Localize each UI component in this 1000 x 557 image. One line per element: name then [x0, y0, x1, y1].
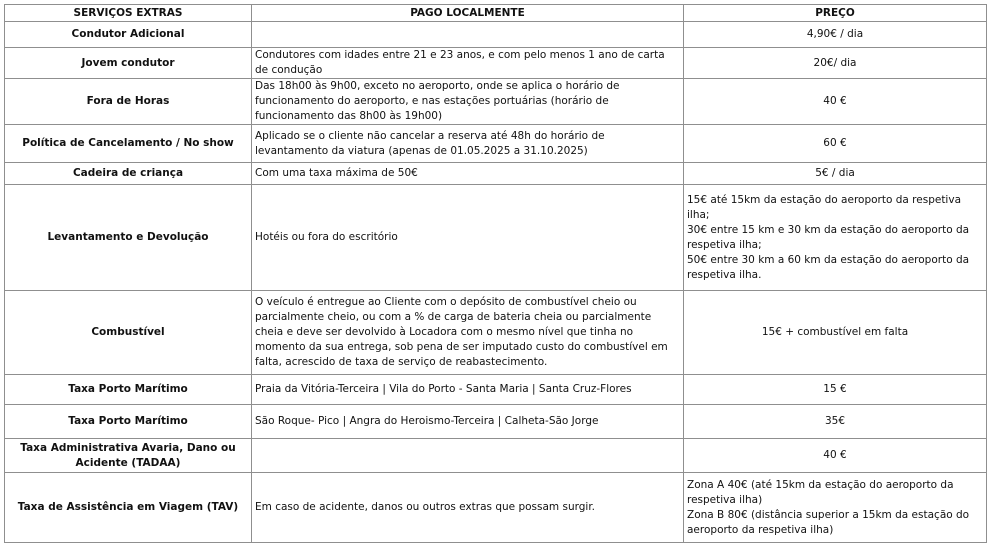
service-name: Política de Cancelamento / No show [5, 125, 252, 163]
table-row [5, 375, 987, 405]
service-price [684, 291, 987, 375]
service-description: São Roque- Pico | Angra do Heroismo-Terceira | Calheta-São Jorge [252, 405, 684, 439]
service-price [684, 79, 987, 125]
table-row [5, 79, 987, 125]
table-body [5, 22, 987, 543]
service-description: Condutores com idades entre 21 e 23 anos, e com pelo menos 1 ano de carta de condução [252, 48, 684, 79]
service-description: Hotéis ou fora do escritório [252, 185, 684, 291]
header-paid-locally: PAGO LOCALMENTE [252, 5, 684, 22]
service-name: Taxa Porto Marítimo [5, 375, 252, 405]
service-price [684, 473, 987, 543]
table-row [5, 22, 987, 48]
price-line: 5€ / dia [815, 167, 855, 179]
service-description [252, 22, 684, 48]
table-row [5, 473, 987, 543]
price-line: 4,90€ / dia [806, 28, 864, 40]
header-price: PREÇO [684, 5, 987, 22]
service-name: Taxa de Assistência em Viagem (TAV) [5, 473, 252, 543]
table-row [5, 405, 987, 439]
price-line: 50€ entre 30 km a 60 km da estação do aeroporto da respetiva ilha. [687, 253, 970, 281]
service-description: Das 18h00 às 9h00, exceto no aeroporto, onde se aplica o horário de funcionamento do aeroporto, e nas estações portuárias (horário de funcionamento das 8h00 às 19h00) [252, 79, 684, 125]
service-description: Praia da Vitória-Terceira | Vila do Porto - Santa Maria | Santa Cruz-Flores [252, 375, 684, 405]
service-price [684, 439, 987, 473]
service-price [684, 185, 987, 291]
price-line: 15 € [823, 383, 847, 395]
price-line: 40 € [823, 449, 847, 461]
header-row [5, 5, 987, 22]
table-row [5, 163, 987, 185]
service-description [252, 439, 684, 473]
price-line: 15€ até 15km da estação do aeroporto da respetiva ilha; [687, 193, 961, 221]
service-name: Jovem condutor [5, 48, 252, 79]
service-description: O veículo é entregue ao Cliente com o depósito de combustível cheio ou parcialmente cheio, ou com a % de carga de bateria cheia ou parcialmente cheia e deve ser devolvido à Locadora com o mesmo nível que tinha no momento da sua entrega, sob pena de ser imputado custo do combustível em falta, acrescido de taxa de serviço de reabastecimento. [252, 291, 684, 375]
service-price [684, 22, 987, 48]
price-line: 60 € [823, 137, 847, 149]
price-line: 35€ [824, 415, 846, 427]
table-row [5, 185, 987, 291]
header-service: SERVIÇOS EXTRAS [5, 5, 252, 22]
service-name: Fora de Horas [5, 79, 252, 125]
service-name: Taxa Administrativa Avaria, Dano ou Acidente (TADAA) [5, 439, 252, 473]
service-name: Taxa Porto Marítimo [5, 405, 252, 439]
service-name: Combustível [5, 291, 252, 375]
service-description: Aplicado se o cliente não cancelar a reserva até 48h do horário de levantamento da viatura (apenas de 01.05.2025 a 31.10.2025) [252, 125, 684, 163]
service-price [684, 405, 987, 439]
table-row [5, 291, 987, 375]
service-price [684, 163, 987, 185]
service-name: Cadeira de criança [5, 163, 252, 185]
service-price [684, 125, 987, 163]
service-price [684, 375, 987, 405]
service-name: Levantamento e Devolução [5, 185, 252, 291]
price-line: 20€/ dia [813, 56, 857, 69]
service-description: Em caso de acidente, danos ou outros extras que possam surgir. [252, 473, 684, 543]
table-row [5, 48, 987, 79]
price-line: 30€ entre 15 km e 30 km da estação do aeroporto da respetiva ilha; [687, 223, 970, 251]
service-name: Condutor Adicional [5, 22, 252, 48]
extra-services-table [4, 4, 987, 543]
table-row [5, 439, 987, 473]
price-line: 40 € [823, 95, 847, 107]
price-line: 15€ + combustível em falta [761, 326, 909, 338]
price-line: Zona B 80€ (distância superior a 15km da estação do aeroporto da respetiva ilha) [687, 508, 970, 536]
table-row [5, 125, 987, 163]
price-line: Zona A 40€ (até 15km da estação do aeroporto da respetiva ilha) [687, 478, 954, 506]
service-description: Com uma taxa máxima de 50€ [252, 163, 684, 185]
service-price [684, 48, 987, 79]
